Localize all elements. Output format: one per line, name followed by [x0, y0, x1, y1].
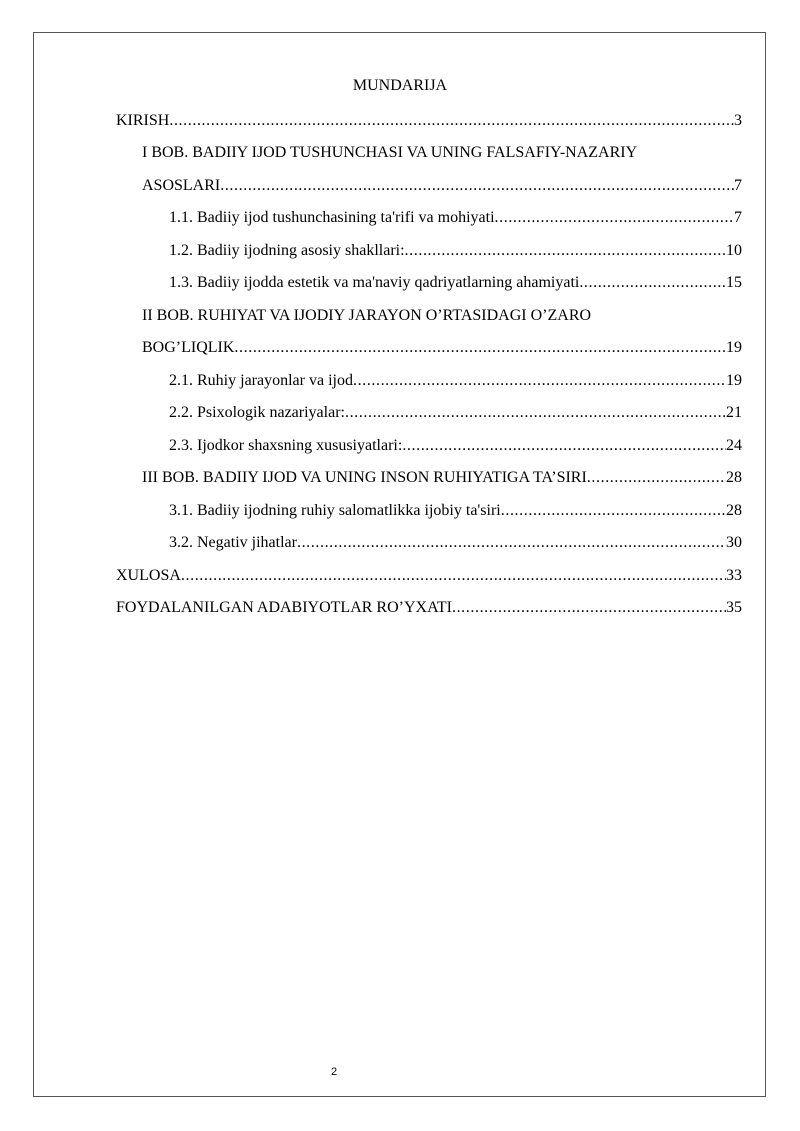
toc-entry-text: 1.1. Badiiy ijod tushunchasining ta'rifi va mohiyati [169, 209, 495, 226]
toc-leader [353, 371, 726, 391]
toc-chapter-1-line1[interactable]: I BOB. BADIIY IJOD TUSHUNCHASI VA UNING FALSAFIY-NAZARIY [142, 144, 638, 161]
toc-entry-3-2[interactable] [169, 533, 742, 553]
toc-page-number: 10 [726, 242, 742, 259]
toc-entry-text: 2.3. Ijodkor shaxsning xususiyatlari: [169, 437, 403, 454]
toc-leader [587, 468, 726, 488]
toc-entry-text: III BOB. BADIIY IJOD VA UNING INSON RUHIYATIGA TA’SIRI [142, 469, 587, 486]
page-number: 2 [331, 1066, 338, 1078]
toc-entry-chapter-1[interactable] [142, 176, 742, 196]
toc-page-number: 21 [726, 404, 742, 421]
toc-entry-2-3[interactable] [169, 436, 742, 456]
toc-entry-text: 3.2. Negativ jihatlar [169, 534, 297, 551]
toc-leader [234, 338, 726, 358]
toc-page-number: 3 [734, 112, 742, 129]
toc-entry-text: 3.1. Badiiy ijodning ruhiy salomatlikka ijobiy ta'siri [169, 502, 501, 519]
toc-leader [345, 403, 726, 423]
toc-page-number: 28 [726, 502, 742, 519]
toc-entry-2-1[interactable] [169, 371, 742, 391]
toc-entry-text: BOG’LIQLIK [142, 339, 235, 356]
toc-leader [579, 273, 726, 293]
toc-page-number: 7 [734, 209, 742, 226]
toc-entry-1-2[interactable] [169, 241, 742, 261]
toc-page-number: 35 [726, 599, 742, 616]
toc-entry-text: 1.2. Badiiy ijodning asosiy shakllari: [169, 242, 405, 259]
toc-title: MUNDARIJA [352, 77, 448, 94]
toc-leader [402, 436, 726, 456]
toc-leader [181, 566, 726, 586]
toc-page-number: 7 [734, 177, 742, 194]
toc-page-number: 15 [726, 274, 742, 291]
toc-leader [501, 501, 726, 521]
toc-entry-text: 2.1. Ruhiy jarayonlar va ijod [169, 372, 353, 389]
toc-entry-kirish[interactable] [116, 111, 742, 131]
toc-entry-text: ASOSLARI [142, 177, 221, 194]
toc-entry-3-1[interactable] [169, 501, 742, 521]
toc-entry-text: 2.2. Psixologik nazariyalar: [169, 404, 345, 421]
toc-page-number: 24 [726, 437, 742, 454]
toc-leader [297, 533, 726, 553]
toc-entry-text: KIRISH [116, 112, 170, 129]
toc-entry-2-2[interactable] [169, 403, 742, 423]
toc-leader [169, 111, 734, 131]
toc-leader [495, 208, 734, 228]
toc-entry-chapter-3[interactable] [142, 468, 742, 488]
toc-entry-text: FOYDALANILGAN ADABIYOTLAR RO’YXATI [116, 599, 452, 616]
toc-page-number: 19 [726, 372, 742, 389]
toc-entry-chapter-2[interactable] [142, 338, 742, 358]
toc-entry-1-3[interactable] [169, 273, 742, 293]
toc-chapter-2-line1[interactable]: II BOB. RUHIYAT VA IJODIY JARAYON O’RTASIDAGI O’ZARO [142, 307, 592, 324]
toc-entry-text: 1.3. Badiiy ijodda estetik va ma'naviy qadriyatlarning ahamiyati [169, 274, 580, 291]
toc-page-number: 28 [726, 469, 742, 486]
toc-leader [220, 176, 734, 196]
toc-leader [452, 598, 726, 618]
toc-leader [405, 241, 726, 261]
toc-entry-1-1[interactable] [169, 208, 742, 228]
toc-entry-xulosa[interactable] [116, 566, 742, 586]
toc-page-number: 30 [726, 534, 742, 551]
toc-entry-adabiyotlar[interactable] [116, 598, 742, 618]
toc-page-number: 19 [726, 339, 742, 356]
toc-page-number: 33 [726, 567, 742, 584]
toc-entry-text: XULOSA [116, 567, 181, 584]
